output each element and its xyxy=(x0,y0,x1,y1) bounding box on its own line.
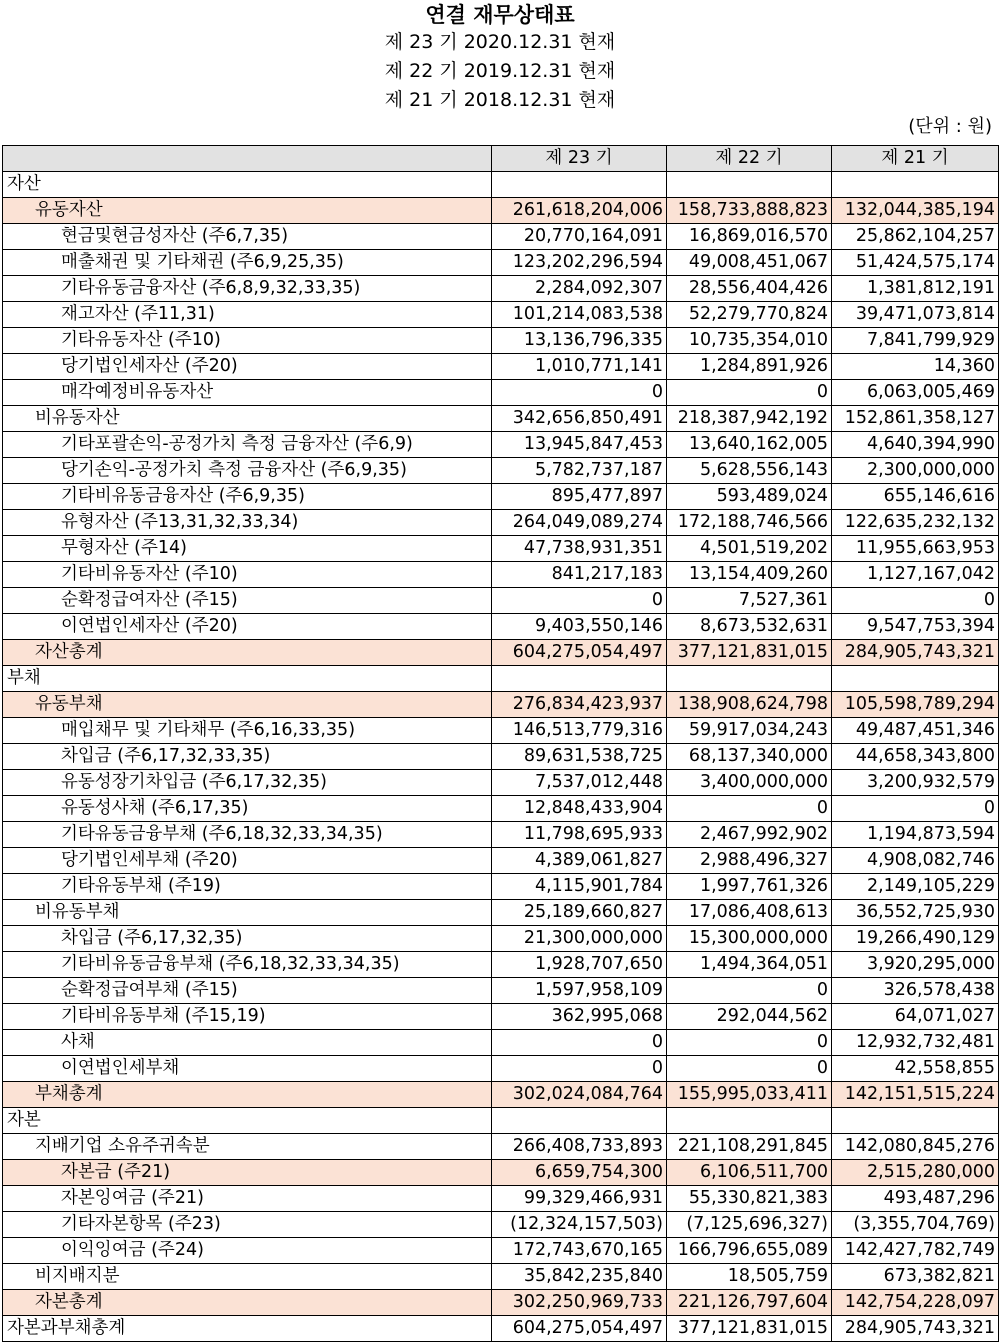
period-line: 제 21 기 2018.12.31 현재 xyxy=(384,89,616,111)
account-label: 재고자산 (주11,31) xyxy=(3,302,492,328)
table-row xyxy=(3,900,999,926)
table-row xyxy=(3,796,999,822)
amount-cell: 64,071,027 xyxy=(832,1004,999,1030)
table-row xyxy=(3,1082,999,1108)
amount-cell: 0 xyxy=(667,380,832,406)
amount-cell: 11,798,695,933 xyxy=(492,822,667,848)
amount-cell: 2,149,105,229 xyxy=(832,874,999,900)
amount-cell: 276,834,423,937 xyxy=(492,692,667,718)
amount-cell xyxy=(492,666,667,692)
amount-cell: 36,552,725,930 xyxy=(832,900,999,926)
table-row xyxy=(3,718,999,744)
account-label: 기타자본항목 (주23) xyxy=(3,1212,492,1238)
amount-cell: 493,487,296 xyxy=(832,1186,999,1212)
amount-cell: 0 xyxy=(832,796,999,822)
table-row xyxy=(3,1160,999,1186)
amount-cell: 49,487,451,346 xyxy=(832,718,999,744)
amount-cell: 2,284,092,307 xyxy=(492,276,667,302)
amount-cell: 51,424,575,174 xyxy=(832,250,999,276)
table-row xyxy=(3,302,999,328)
table-row xyxy=(3,666,999,692)
account-label: 이연법인세자산 (주20) xyxy=(3,614,492,640)
amount-cell: 7,527,361 xyxy=(667,588,832,614)
amount-cell: 158,733,888,823 xyxy=(667,198,832,224)
account-label: 무형자산 (주14) xyxy=(3,536,492,562)
amount-cell: 0 xyxy=(667,978,832,1004)
amount-cell: 2,300,000,000 xyxy=(832,458,999,484)
account-label: 기타유동금융부채 (주6,18,32,33,34,35) xyxy=(3,822,492,848)
amount-cell: 284,905,743,321 xyxy=(832,1316,999,1342)
amount-cell: 52,279,770,824 xyxy=(667,302,832,328)
amount-cell: 28,556,404,426 xyxy=(667,276,832,302)
amount-cell: 221,126,797,604 xyxy=(667,1290,832,1316)
amount-cell xyxy=(492,172,667,198)
amount-cell: 5,782,737,187 xyxy=(492,458,667,484)
amount-cell: 261,618,204,006 xyxy=(492,198,667,224)
account-label: 이익잉여금 (주24) xyxy=(3,1238,492,1264)
amount-cell: 342,656,850,491 xyxy=(492,406,667,432)
amount-cell: 895,477,897 xyxy=(492,484,667,510)
amount-cell: 18,505,759 xyxy=(667,1264,832,1290)
table-row xyxy=(3,328,999,354)
amount-cell: 4,389,061,827 xyxy=(492,848,667,874)
header-cell-period-21: 제 21 기 xyxy=(832,146,999,172)
amount-cell: 59,917,034,243 xyxy=(667,718,832,744)
account-label: 차입금 (주6,17,32,33,35) xyxy=(3,744,492,770)
amount-cell: 7,841,799,929 xyxy=(832,328,999,354)
table-row xyxy=(3,1290,999,1316)
amount-cell: 9,547,753,394 xyxy=(832,614,999,640)
amount-cell: 841,217,183 xyxy=(492,562,667,588)
amount-cell: 44,658,343,800 xyxy=(832,744,999,770)
amount-cell: 123,202,296,594 xyxy=(492,250,667,276)
report-title: 연결 재무상태표 xyxy=(425,3,575,27)
amount-cell: 1,010,771,141 xyxy=(492,354,667,380)
amount-cell: 105,598,789,294 xyxy=(832,692,999,718)
amount-cell: 17,086,408,613 xyxy=(667,900,832,926)
header-cell-period-22: 제 22 기 xyxy=(667,146,832,172)
header-cell-account xyxy=(3,146,492,172)
amount-cell: 655,146,616 xyxy=(832,484,999,510)
table-body xyxy=(3,172,999,1342)
amount-cell: 1,997,761,326 xyxy=(667,874,832,900)
table-row xyxy=(3,172,999,198)
amount-cell xyxy=(832,1108,999,1134)
amount-cell: 1,928,707,650 xyxy=(492,952,667,978)
account-label: 당기법인세자산 (주20) xyxy=(3,354,492,380)
table-row xyxy=(3,484,999,510)
amount-cell: 6,106,511,700 xyxy=(667,1160,832,1186)
amount-cell xyxy=(832,666,999,692)
table-row xyxy=(3,1030,999,1056)
amount-cell: 172,188,746,566 xyxy=(667,510,832,536)
table-row xyxy=(3,926,999,952)
amount-cell xyxy=(667,172,832,198)
amount-cell xyxy=(667,1108,832,1134)
amount-cell: 13,640,162,005 xyxy=(667,432,832,458)
amount-cell: 6,063,005,469 xyxy=(832,380,999,406)
account-label: 자본과부채총계 xyxy=(3,1316,492,1342)
account-label: 비유동자산 xyxy=(3,406,492,432)
amount-cell: 89,631,538,725 xyxy=(492,744,667,770)
table-row xyxy=(3,822,999,848)
account-label: 부채총계 xyxy=(3,1082,492,1108)
account-label: 비유동부채 xyxy=(3,900,492,926)
amount-cell: 55,330,821,383 xyxy=(667,1186,832,1212)
amount-cell: 12,932,732,481 xyxy=(832,1030,999,1056)
amount-cell: 21,300,000,000 xyxy=(492,926,667,952)
table-row xyxy=(3,1134,999,1160)
account-label: 기타포괄손익-공정가치 측정 금융자산 (주6,9) xyxy=(3,432,492,458)
table-row xyxy=(3,406,999,432)
table-row xyxy=(3,276,999,302)
table-row xyxy=(3,1186,999,1212)
table-row xyxy=(3,952,999,978)
amount-cell: 142,080,845,276 xyxy=(832,1134,999,1160)
amount-cell: 25,862,104,257 xyxy=(832,224,999,250)
amount-cell: 13,154,409,260 xyxy=(667,562,832,588)
amount-cell: 15,300,000,000 xyxy=(667,926,832,952)
account-label: 기타비유동금융자산 (주6,9,35) xyxy=(3,484,492,510)
amount-cell: 12,848,433,904 xyxy=(492,796,667,822)
amount-cell: 2,515,280,000 xyxy=(832,1160,999,1186)
table-row xyxy=(3,1108,999,1134)
amount-cell: 221,108,291,845 xyxy=(667,1134,832,1160)
account-label: 자본금 (주21) xyxy=(3,1160,492,1186)
amount-cell: 3,400,000,000 xyxy=(667,770,832,796)
period-line: 제 22 기 2019.12.31 현재 xyxy=(384,60,616,82)
table-row xyxy=(3,1004,999,1030)
amount-cell: 14,360 xyxy=(832,354,999,380)
amount-cell: 6,659,754,300 xyxy=(492,1160,667,1186)
account-label: 자본총계 xyxy=(3,1290,492,1316)
amount-cell: 0 xyxy=(492,380,667,406)
amount-cell: 0 xyxy=(492,588,667,614)
amount-cell: 2,988,496,327 xyxy=(667,848,832,874)
amount-cell: 39,471,073,814 xyxy=(832,302,999,328)
amount-cell: 9,403,550,146 xyxy=(492,614,667,640)
amount-cell: 2,467,992,902 xyxy=(667,822,832,848)
account-label: 자본잉여금 (주21) xyxy=(3,1186,492,1212)
account-label: 당기법인세부채 (주20) xyxy=(3,848,492,874)
period-line: 제 23 기 2020.12.31 현재 xyxy=(384,31,616,53)
amount-cell: 377,121,831,015 xyxy=(667,1316,832,1342)
amount-cell: 47,738,931,351 xyxy=(492,536,667,562)
table-row xyxy=(3,1316,999,1342)
account-label: 기타비유동금융부채 (주6,18,32,33,34,35) xyxy=(3,952,492,978)
amount-cell: 166,796,655,089 xyxy=(667,1238,832,1264)
amount-cell: 604,275,054,497 xyxy=(492,1316,667,1342)
amount-cell: (7,125,696,327) xyxy=(667,1212,832,1238)
amount-cell: 16,869,016,570 xyxy=(667,224,832,250)
account-label: 자산 xyxy=(3,172,492,198)
account-label: 사채 xyxy=(3,1030,492,1056)
table-row xyxy=(3,354,999,380)
account-label: 유형자산 (주13,31,32,33,34) xyxy=(3,510,492,536)
unit-label: (단위 : 원) xyxy=(908,116,992,137)
amount-cell: 35,842,235,840 xyxy=(492,1264,667,1290)
amount-cell: 218,387,942,192 xyxy=(667,406,832,432)
table-row xyxy=(3,1264,999,1290)
table-row xyxy=(3,250,999,276)
amount-cell: 1,381,812,191 xyxy=(832,276,999,302)
amount-cell: 326,578,438 xyxy=(832,978,999,1004)
table-row xyxy=(3,692,999,718)
table-row xyxy=(3,458,999,484)
account-label: 매각예정비유동자산 xyxy=(3,380,492,406)
amount-cell: 10,735,354,010 xyxy=(667,328,832,354)
report-header xyxy=(0,0,1000,115)
table-row xyxy=(3,588,999,614)
amount-cell xyxy=(492,1108,667,1134)
table-row xyxy=(3,770,999,796)
table-row xyxy=(3,432,999,458)
amount-cell: 142,427,782,749 xyxy=(832,1238,999,1264)
amount-cell: 1,494,364,051 xyxy=(667,952,832,978)
amount-cell: 0 xyxy=(492,1056,667,1082)
amount-cell: 0 xyxy=(667,1030,832,1056)
table-row xyxy=(3,614,999,640)
amount-cell: 377,121,831,015 xyxy=(667,640,832,666)
account-label: 지배기업 소유주귀속분 xyxy=(3,1134,492,1160)
amount-cell: 25,189,660,827 xyxy=(492,900,667,926)
account-label: 기타비유동부채 (주15,19) xyxy=(3,1004,492,1030)
amount-cell: 42,558,855 xyxy=(832,1056,999,1082)
amount-cell: 0 xyxy=(492,1030,667,1056)
account-label: 부채 xyxy=(3,666,492,692)
amount-cell: 13,945,847,453 xyxy=(492,432,667,458)
table-row xyxy=(3,224,999,250)
account-label: 유동자산 xyxy=(3,198,492,224)
amount-cell: 5,628,556,143 xyxy=(667,458,832,484)
account-label: 유동성장기차입금 (주6,17,32,35) xyxy=(3,770,492,796)
amount-cell: 1,194,873,594 xyxy=(832,822,999,848)
amount-cell: 302,250,969,733 xyxy=(492,1290,667,1316)
amount-cell: 4,501,519,202 xyxy=(667,536,832,562)
account-label: 매출채권 및 기타채권 (주6,9,25,35) xyxy=(3,250,492,276)
account-label: 유동부채 xyxy=(3,692,492,718)
account-label: 자본 xyxy=(3,1108,492,1134)
amount-cell: (3,355,704,769) xyxy=(832,1212,999,1238)
amount-cell: 604,275,054,497 xyxy=(492,640,667,666)
table-row xyxy=(3,1056,999,1082)
amount-cell: 68,137,340,000 xyxy=(667,744,832,770)
table-row xyxy=(3,1238,999,1264)
account-label: 이연법인세부채 xyxy=(3,1056,492,1082)
amount-cell: 284,905,743,321 xyxy=(832,640,999,666)
account-label: 기타유동부채 (주19) xyxy=(3,874,492,900)
account-label: 기타유동금융자산 (주6,8,9,32,33,35) xyxy=(3,276,492,302)
account-label: 기타유동자산 (주10) xyxy=(3,328,492,354)
table-header-row xyxy=(3,146,999,172)
amount-cell: 132,044,385,194 xyxy=(832,198,999,224)
amount-cell: 4,908,082,746 xyxy=(832,848,999,874)
amount-cell: 1,284,891,926 xyxy=(667,354,832,380)
amount-cell: 8,673,532,631 xyxy=(667,614,832,640)
amount-cell: 292,044,562 xyxy=(667,1004,832,1030)
amount-cell: 20,770,164,091 xyxy=(492,224,667,250)
amount-cell: 142,754,228,097 xyxy=(832,1290,999,1316)
amount-cell: (12,324,157,503) xyxy=(492,1212,667,1238)
amount-cell: 152,861,358,127 xyxy=(832,406,999,432)
table-row xyxy=(3,744,999,770)
account-label: 당기손익-공정가치 측정 금융자산 (주6,9,35) xyxy=(3,458,492,484)
amount-cell: 264,049,089,274 xyxy=(492,510,667,536)
amount-cell: 138,908,624,798 xyxy=(667,692,832,718)
amount-cell: 673,382,821 xyxy=(832,1264,999,1290)
amount-cell: 3,920,295,000 xyxy=(832,952,999,978)
table-row xyxy=(3,536,999,562)
amount-cell: 155,995,033,411 xyxy=(667,1082,832,1108)
amount-cell: 13,136,796,335 xyxy=(492,328,667,354)
amount-cell: 0 xyxy=(667,796,832,822)
amount-cell: 172,743,670,165 xyxy=(492,1238,667,1264)
table-row xyxy=(3,380,999,406)
amount-cell: 0 xyxy=(832,588,999,614)
amount-cell: 4,640,394,990 xyxy=(832,432,999,458)
account-label: 순확정급여자산 (주15) xyxy=(3,588,492,614)
table-row xyxy=(3,848,999,874)
amount-cell: 1,597,958,109 xyxy=(492,978,667,1004)
amount-cell: 11,955,663,953 xyxy=(832,536,999,562)
amount-cell xyxy=(667,666,832,692)
account-label: 자산총계 xyxy=(3,640,492,666)
account-label: 순확정급여부채 (주15) xyxy=(3,978,492,1004)
table-row xyxy=(3,510,999,536)
table-row xyxy=(3,198,999,224)
account-label: 비지배지분 xyxy=(3,1264,492,1290)
amount-cell: 146,513,779,316 xyxy=(492,718,667,744)
amount-cell: 266,408,733,893 xyxy=(492,1134,667,1160)
amount-cell: 3,200,932,579 xyxy=(832,770,999,796)
amount-cell: 19,266,490,129 xyxy=(832,926,999,952)
amount-cell: 99,329,466,931 xyxy=(492,1186,667,1212)
table-row xyxy=(3,1212,999,1238)
account-label: 유동성사채 (주6,17,35) xyxy=(3,796,492,822)
amount-cell: 101,214,083,538 xyxy=(492,302,667,328)
amount-cell: 142,151,515,224 xyxy=(832,1082,999,1108)
header-cell-period-23: 제 23 기 xyxy=(492,146,667,172)
amount-cell: 49,008,451,067 xyxy=(667,250,832,276)
amount-cell: 0 xyxy=(667,1056,832,1082)
amount-cell: 1,127,167,042 xyxy=(832,562,999,588)
amount-cell: 593,489,024 xyxy=(667,484,832,510)
amount-cell: 7,537,012,448 xyxy=(492,770,667,796)
table-row xyxy=(3,640,999,666)
account-label: 현금및현금성자산 (주6,7,35) xyxy=(3,224,492,250)
amount-cell: 362,995,068 xyxy=(492,1004,667,1030)
table-row xyxy=(3,978,999,1004)
table-row xyxy=(3,874,999,900)
amount-cell: 4,115,901,784 xyxy=(492,874,667,900)
table-row xyxy=(3,562,999,588)
account-label: 기타비유동자산 (주10) xyxy=(3,562,492,588)
balance-sheet-table xyxy=(2,145,999,1342)
account-label: 매입채무 및 기타채무 (주6,16,33,35) xyxy=(3,718,492,744)
account-label: 차입금 (주6,17,32,35) xyxy=(3,926,492,952)
amount-cell: 302,024,084,764 xyxy=(492,1082,667,1108)
amount-cell xyxy=(832,172,999,198)
amount-cell: 122,635,232,132 xyxy=(832,510,999,536)
